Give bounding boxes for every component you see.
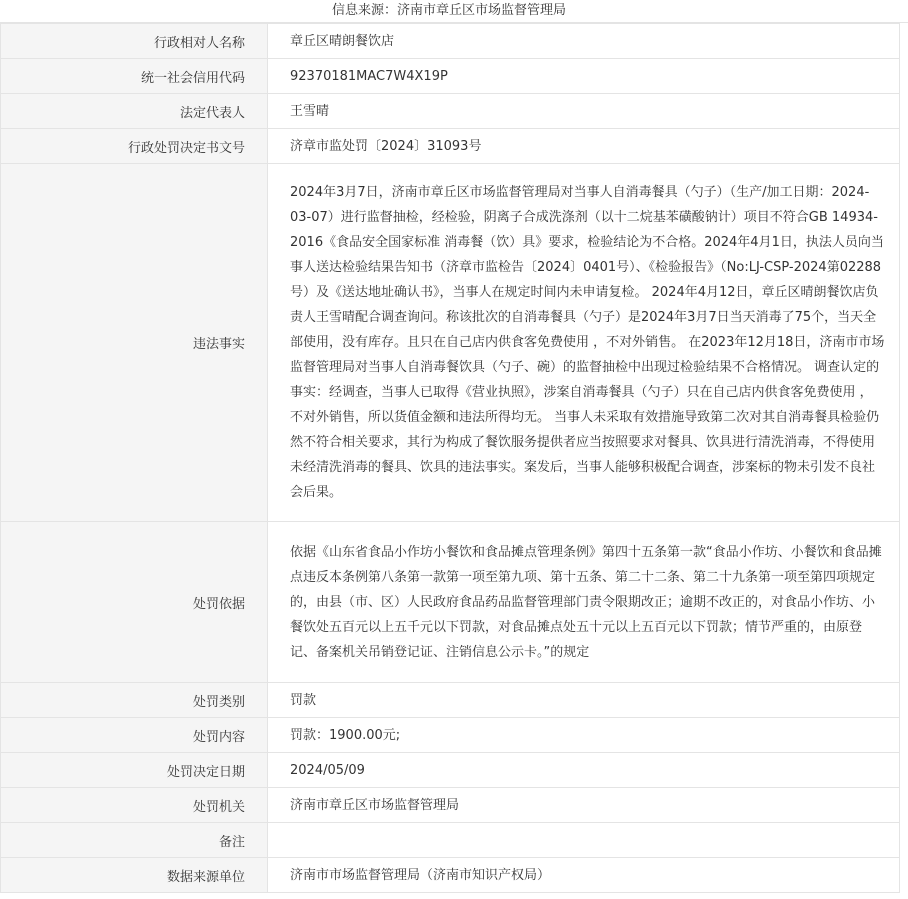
info-source-header: [0, 0, 908, 23]
row-basis: [1, 522, 900, 683]
row-date: [1, 753, 900, 788]
data-source-label: 数据来源单位: [1, 858, 268, 893]
credit-code-label: 统一社会信用代码: [1, 59, 268, 94]
data-source-value: 济南市市场监督管理局（济南市知识产权局）: [268, 858, 900, 893]
date-label: 处罚决定日期: [1, 753, 268, 788]
row-credit-code: [1, 59, 900, 94]
date-value: 2024/05/09: [268, 753, 900, 788]
category-label: 处罚类别: [1, 683, 268, 718]
legal-rep-value: 王雪晴: [268, 94, 900, 129]
facts-value: 2024年3月7日，济南市章丘区市场监督管理局对当事人自消毒餐具（勺子）（生产/加工日期：2024-03-07）进行监督抽检，经检验，阴离子合成洗涤剂（以十二烷基苯磺酸钠计）项目不符合GB 14934-2016《食品安全国家标准 消毒餐（饮）具》要求，检验结论为不合格。2024年4月1日，执法人员向当事人送达检验结果告知书（济章市监检告〔2024〕0401号）、《检验报告》（No:LJ-CSP-2024第02288号）及《送达地址确认书》，当事人在规定时间内未申请复检。 2024年4月12日，章丘区晴朗餐饮店负责人王雪晴配合调查询问。称该批次的自消毒餐具（勺子）是2024年3月7日当天消毒了75个，当天全部使用，没有库存。且只在自己店内供食客免费使用 ，不对外销售。 在2023年12月18日，济南市市场监督管理局对当事人自消毒餐饮具（勺子、碗）的监督抽检中出现过检验结果不合格情况。 调查认定的事实：经调查，当事人已取得《营业执照》，涉案自消毒餐具（勺子）只在自己店内供食客免费使用 ，不对外销售，所以货值金额和违法所得均无。 当事人未采取有效措施导致第二次对其自消毒餐具检验仍然不符合相关要求，其行为构成了餐饮服务提供者应当按照要求对餐具、饮具进行清洗消毒，不得使用未经清洗消毒的餐具、饮具的违法事实。案发后，当事人能够积极配合调查，涉案标的物未引发不良社会后果。: [268, 164, 900, 522]
info-source-label: 信息来源：: [331, 3, 397, 18]
remarks-value: [268, 823, 900, 858]
credit-code-value: 92370181MAC7W4X19P: [268, 59, 900, 94]
row-data-source: [1, 858, 900, 893]
row-authority: [1, 788, 900, 823]
content-value: 罚款：1900.00元;: [268, 718, 900, 753]
row-content: [1, 718, 900, 753]
remarks-label: 备注: [1, 823, 268, 858]
basis-value: 依据《山东省食品小作坊小餐饮和食品摊点管理条例》第四十五条第一款“食品小作坊、小餐饮和食品摊点违反本条例第八条第一款第一项至第九项、第十五条、第二十二条、第二十九条第一项至第四项规定的，由县（市、区）人民政府食品药品监督管理部门责令限期改正；逾期不改正的，对食品小作坊、小餐饮处五百元以上五千元以下罚款，对食品摊点处五十元以上五百元以下罚款；情节严重的，由原登记、备案机关吊销登记证、注销信息公示卡。”的规定: [268, 522, 900, 683]
row-legal-rep: [1, 94, 900, 129]
row-category: [1, 683, 900, 718]
row-remarks: [1, 823, 900, 858]
authority-value: 济南市章丘区市场监督管理局: [268, 788, 900, 823]
row-decision-no: [1, 129, 900, 164]
basis-label: 处罚依据: [1, 522, 268, 683]
party-name-label: 行政相对人名称: [1, 24, 268, 59]
decision-no-value: 济章市监处罚〔2024〕31093号: [268, 129, 900, 164]
row-facts: [1, 164, 900, 522]
decision-no-label: 行政处罚决定书文号: [1, 129, 268, 164]
penalty-info-table: [0, 23, 900, 893]
row-party-name: [1, 24, 900, 59]
category-value: 罚款: [268, 683, 900, 718]
info-source-value: 济南市章丘区市场监督管理局: [397, 3, 567, 18]
content-label: 处罚内容: [1, 718, 268, 753]
party-name-value: 章丘区晴朗餐饮店: [268, 24, 900, 59]
authority-label: 处罚机关: [1, 788, 268, 823]
facts-label: 违法事实: [1, 164, 268, 522]
legal-rep-label: 法定代表人: [1, 94, 268, 129]
